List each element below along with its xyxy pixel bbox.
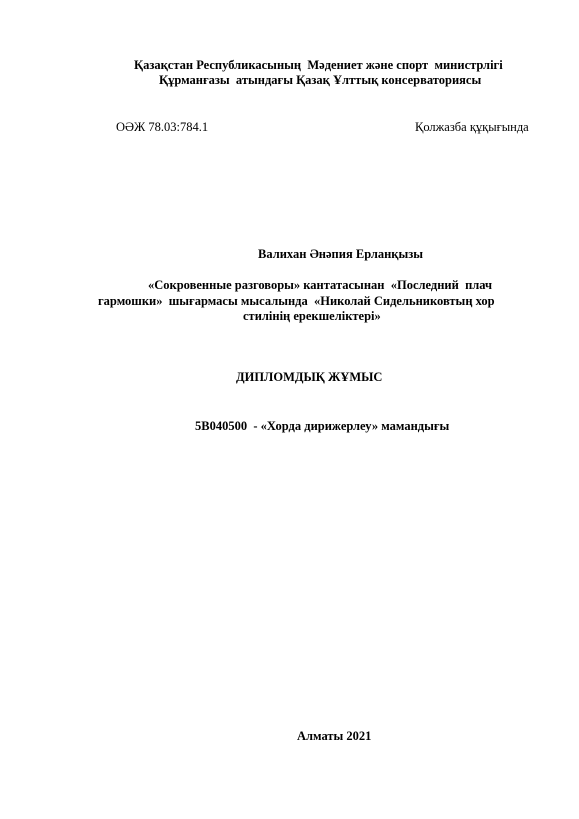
thesis-title-line-2: гармошки» шығармасы мысалында «Николай Сидельниковтың хор: [98, 294, 495, 308]
author-name: Валихан Әнәпия Ерланқызы: [258, 247, 424, 261]
udc-code: ОӘЖ 78.03:784.1: [116, 120, 209, 134]
specialty-line: 5В040500 - «Хорда дирижерлеу» мамандығы: [195, 419, 450, 433]
thesis-title-line-1: «Сокровенные разговоры» кантатасынан «Последний плач: [148, 278, 493, 292]
ministry-heading: Қазақстан Республикасының Мәдениет және спорт министрлігі: [134, 58, 503, 72]
conservatory-heading: Құрманғазы атындағы Қазақ Ұлттық консерваториясы: [159, 73, 482, 87]
city-year: Алматы 2021: [297, 729, 372, 743]
manuscript-rights-note: Қолжазба құқығында: [415, 120, 529, 134]
thesis-title-line-3: стилінің ерекшеліктері»: [243, 309, 381, 323]
work-type-heading: ДИПЛОМДЫҚ ЖҰМЫС: [236, 370, 383, 384]
